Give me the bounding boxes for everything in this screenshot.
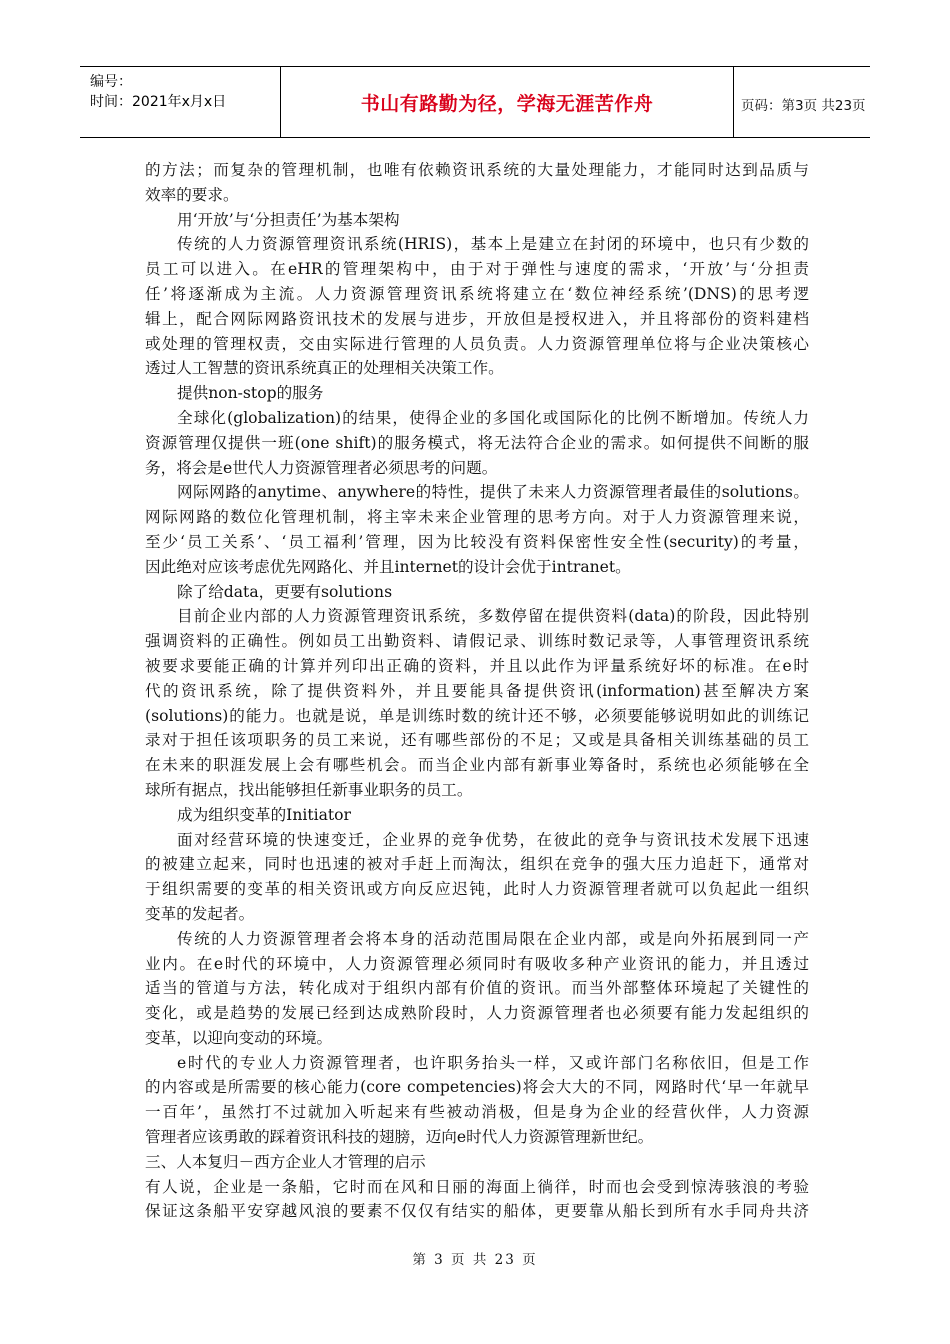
text-line: 或处理的管理权责，交由实际进行管理的人员负责。人力资源管理单位将与企业决策核心 [145, 334, 809, 353]
text-line: 在未来的职涯发展上会有哪些机会。而当企业内部有新事业筹备时，系统也必须能够在全 [145, 756, 809, 775]
document-body [145, 158, 809, 1224]
header-meta-cell [80, 67, 280, 137]
page-footer: 第 3 页 共 23 页 [412, 1252, 538, 1268]
text-line: 因此绝对应该考虑优先网路化、并且internet的设计会优于intranet。 [145, 557, 631, 576]
header-page-info: 页码：第3页 共23页 [741, 98, 866, 114]
header-motto: 书山有路勤为径，学海无涯苦作舟 [360, 93, 654, 115]
text-line: 变化，或是趋势的发展已经到达成熟阶段时，人力资源管理者也必须要有能力发起组织的 [145, 1004, 809, 1023]
document-number-label: 编号： [90, 74, 132, 90]
text-line: 透过人工智慧的资讯系统真正的处理相关决策工作。 [145, 359, 504, 378]
text-line: 网际网路的anytime、anywhere的特性，提供了未来人力资源管理者最佳的solutions。 [177, 483, 809, 502]
text-line: 务，将会是e世代人力资源管理者必须思考的问题。 [145, 458, 498, 477]
header-motto-cell [280, 67, 734, 137]
text-line: 录对于担任该项职务的员工来说，还有哪些部份的不足；又或是具备相关训练基础的员工 [145, 731, 809, 750]
text-line: 辑上，配合网际网路资讯技术的发展与进步，开放但是授权进入，并且将部份的资料建档 [145, 309, 809, 328]
text-line: 员工可以进入。在eHR的管理架构中，由于对于弹性与速度的需求，‘开放’与‘分担责 [145, 260, 809, 279]
text-line: 一百年’，虽然打不过就加入听起来有些被动消极，但是身为企业的经营伙伴，人力资源 [145, 1103, 809, 1122]
header-page-cell [733, 67, 870, 137]
text-line: (solutions)的能力。也就是说，单是训练时数的统计还不够，必须要能够说明如此的训练记 [145, 706, 809, 725]
page-header [80, 66, 870, 138]
text-line: 被要求要能正确的计算并列印出正确的资料，并且以此作为评量系统好坏的标准。在e时 [145, 656, 809, 675]
text-line: 保证这条船平安穿越风浪的要素不仅仅有结实的船体，更要靠从船长到所有水手同舟共济 [145, 1202, 809, 1221]
text-line: 有人说，企业是一条船，它时而在风和日丽的海面上徜徉，时而也会受到惊涛骇浪的考验 [145, 1177, 809, 1196]
text-line: 业内。在e时代的环境中，人力资源管理必须同时有吸收多种产业资讯的能力，并且透过 [145, 954, 809, 973]
document-date-label: 时间：2021年x月x日 [90, 94, 227, 110]
text-line: 的内容或是所需要的核心能力(core competencies)将会大大的不同，网路时代‘早一年就早 [145, 1078, 809, 1097]
text-line: 任’将逐渐成为主流。人力资源管理资讯系统将建立在‘数位神经系统’(DNS)的思考逻 [145, 284, 809, 303]
section-heading: 成为组织变革的Initiator [177, 805, 352, 824]
section-heading: 除了给data，更要有solutions [177, 582, 393, 601]
text-line: 目前企业内部的人力资源管理资讯系统，多数停留在提供资料(data)的阶段，因此特别 [177, 607, 809, 626]
text-line: 全球化(globalization)的结果，使得企业的多国化或国际化的比例不断增加。传统人力 [177, 408, 809, 427]
text-line: 变革的发起者。 [145, 904, 255, 923]
text-line: 适当的管道与方法，转化成对于组织内部有价值的资讯。而当外部整体环境起了关键性的 [145, 979, 809, 998]
text-line: 传统的人力资源管理资讯系统(HRIS)，基本上是建立在封闭的环境中，也只有少数的 [177, 235, 809, 254]
section-heading: 三、人本复归－西方企业人才管理的启示 [145, 1152, 426, 1171]
text-line: 网际网路的数位化管理机制，将主宰未来企业管理的思考方向。对于人力资源管理来说， [145, 508, 809, 527]
text-line: 传统的人力资源管理者会将本身的活动范围局限在企业内部，或是向外拓展到同一产 [177, 929, 809, 948]
text-line: 的方法；而复杂的管理机制，也唯有依赖资讯系统的大量处理能力，才能同时达到品质与 [145, 161, 809, 179]
text-line: 代的资讯系统，除了提供资料外，并且要能具备提供资讯(information)甚至解决方案 [145, 681, 809, 700]
text-line: 面对经营环境的快速变迁，企业界的竞争优势，在彼此的竞争与资讯技术发展下迅速 [177, 830, 809, 849]
section-heading: 提供non-stop的服务 [177, 384, 324, 403]
text-line: 管理者应该勇敢的踩着资讯科技的翅膀，迈向e时代人力资源管理新世纪。 [145, 1128, 654, 1147]
text-line: 球所有据点，找出能够担任新事业职务的员工。 [145, 780, 473, 799]
text-line: 变革，以迎向变动的环境。 [145, 1028, 333, 1047]
text-line: 资源管理仅提供一班(one shift)的服务模式，将无法符合企业的需求。如何提供不间断的服 [145, 433, 809, 452]
text-line: 强调资料的正确性。例如员工出勤资料、请假记录、训练时数记录等，人事管理资讯系统 [145, 632, 809, 651]
section-heading: 用‘开放’与‘分担责任’为基本架构 [177, 210, 400, 229]
text-line: 的被建立起来，同时也迅速的被对手赶上而淘汰，组织在竞争的强大压力追赶下，通常对 [145, 855, 809, 874]
text-line: 效率的要求。 [145, 185, 239, 204]
text-line: 于组织需要的变革的相关资讯或方向反应迟钝，此时人力资源管理者就可以负起此一组织 [145, 880, 809, 899]
text-line: e时代的专业人力资源管理者，也许职务抬头一样，又或许部门名称依旧，但是工作 [177, 1053, 809, 1072]
text-line: 至少‘员工关系’、‘员工福利’管理，因为比较没有资料保密性安全性(security)的考量， [145, 532, 809, 551]
